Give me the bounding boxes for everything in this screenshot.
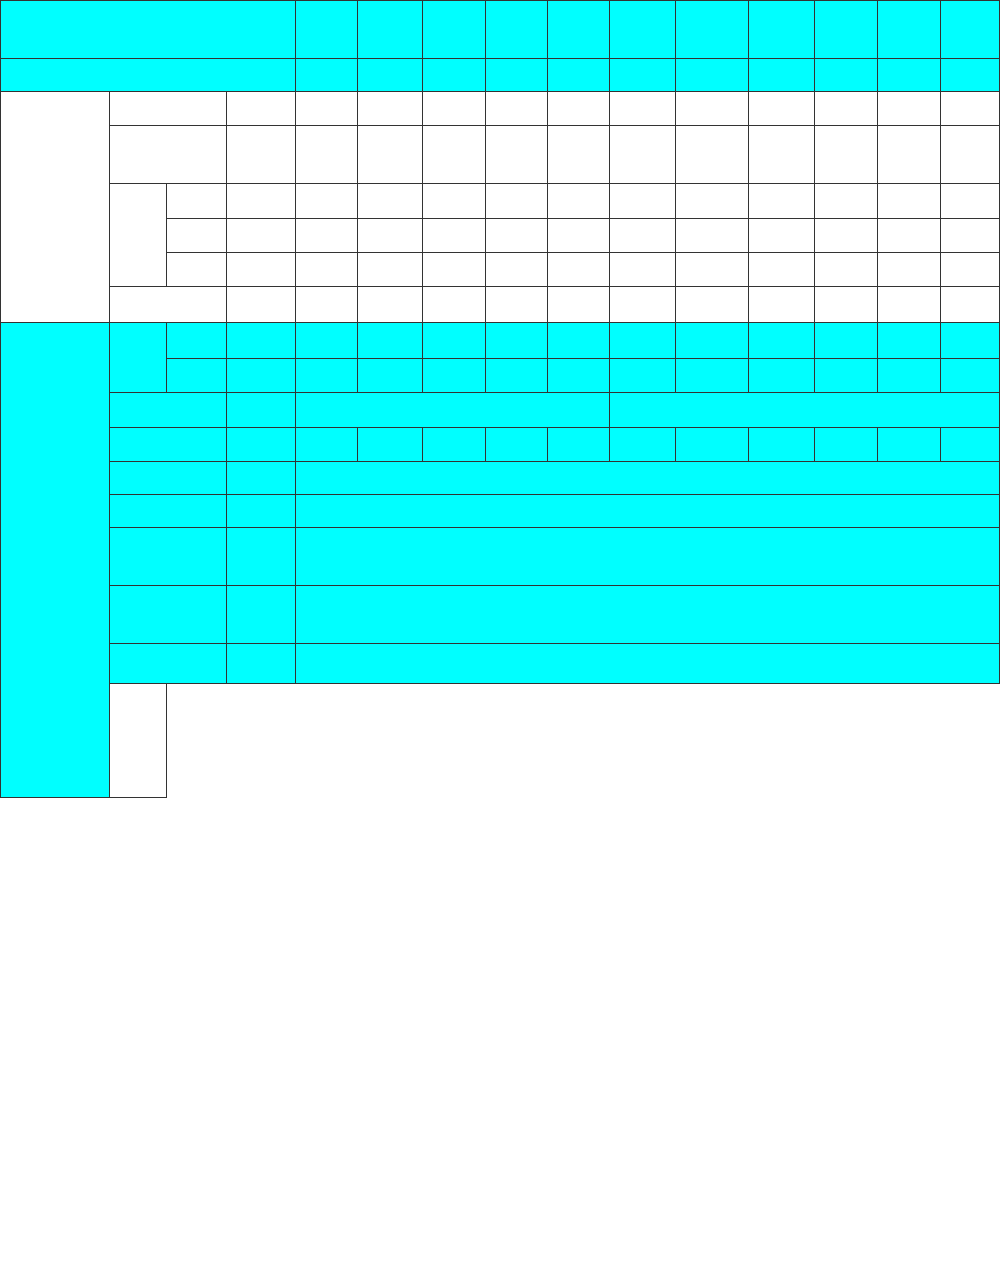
nominal-area-value	[749, 59, 815, 92]
vial-count	[878, 184, 941, 219]
shelf-size-l-value	[486, 323, 548, 359]
vial-count	[423, 184, 486, 219]
model-name	[423, 1, 486, 59]
bulk-capacity-value	[676, 287, 749, 323]
bulk-capacity-value	[486, 287, 548, 323]
vial-count	[676, 184, 749, 219]
temp-accuracy-label	[110, 528, 227, 586]
condenser-min-unit	[227, 586, 296, 644]
shelf-size-l-value	[941, 323, 1000, 359]
vacuum-label	[110, 644, 227, 684]
shelf-area-value	[815, 92, 878, 126]
shelf-size-l-value	[610, 323, 676, 359]
shelf-numbers-value	[941, 428, 1000, 462]
shelf-size-w-value	[548, 359, 610, 393]
model-name	[815, 1, 878, 59]
model-name	[358, 1, 423, 59]
vacuum-unit	[227, 644, 296, 684]
vial-count	[423, 253, 486, 287]
vial-count	[878, 253, 941, 287]
vial-count	[358, 253, 423, 287]
shelf-size-l-value	[296, 323, 358, 359]
condenser-capacity-value	[358, 126, 423, 184]
shelf-numbers-value	[358, 428, 423, 462]
vacuum-value	[296, 644, 1000, 684]
nominal-area-value	[486, 59, 548, 92]
shelf-numbers-value	[878, 428, 941, 462]
shelf-spacing-unit	[227, 393, 296, 428]
vial-count	[749, 219, 815, 253]
vial-count	[610, 219, 676, 253]
shelf-area-value	[358, 92, 423, 126]
nominal-area-value	[878, 59, 941, 92]
vial-count	[941, 253, 1000, 287]
min-temp-row	[1, 495, 1000, 528]
basic-configuration-group-label	[110, 684, 167, 798]
vial-count	[815, 184, 878, 219]
model-name	[676, 1, 749, 59]
shelf-size-w-value	[878, 359, 941, 393]
shelf-numbers-value	[296, 428, 358, 462]
shelf-area-value	[486, 92, 548, 126]
nominal-area-value	[676, 59, 749, 92]
max-temp-unit	[227, 462, 296, 495]
vial-count	[749, 253, 815, 287]
condenser-capacity-value	[749, 126, 815, 184]
shelf-area-value	[941, 92, 1000, 126]
shelf-size-w-value	[296, 359, 358, 393]
model-name	[749, 1, 815, 59]
shelf-area-value	[749, 92, 815, 126]
condenser-capacity-label	[110, 126, 227, 184]
shelf-area-row	[1, 92, 1000, 126]
bulk-capacity-value	[296, 287, 358, 323]
vial-unit	[227, 219, 296, 253]
min-temp-label	[110, 495, 227, 528]
vial-size	[167, 184, 227, 219]
shelf-area-value	[878, 92, 941, 126]
shelf-size-w-value	[676, 359, 749, 393]
capacity-group-label	[1, 92, 110, 323]
vial-count	[296, 253, 358, 287]
temp-accuracy-value	[296, 528, 1000, 586]
temp-accuracy-row	[1, 528, 1000, 586]
shelf-size-w-value	[749, 359, 815, 393]
shelf-size-l-value	[815, 323, 878, 359]
shelf-size-l-row	[1, 323, 1000, 359]
bulk-capacity-value	[548, 287, 610, 323]
vials-row	[1, 184, 1000, 219]
condenser-capacity-value	[815, 126, 878, 184]
vial-count	[941, 184, 1000, 219]
shelf-size-w-value	[486, 359, 548, 393]
nominal-area-value	[548, 59, 610, 92]
vial-count	[358, 184, 423, 219]
shelf-area-value	[610, 92, 676, 126]
vial-count	[548, 184, 610, 219]
bulk-capacity-label	[110, 287, 227, 323]
condenser-capacity-value	[878, 126, 941, 184]
vial-count	[815, 253, 878, 287]
model-row	[1, 1, 1000, 59]
bulk-capacity-value	[358, 287, 423, 323]
condenser-capacity-value	[676, 126, 749, 184]
vial-count	[610, 184, 676, 219]
model-label	[1, 1, 296, 59]
shelf-spacing-label	[110, 393, 227, 428]
nominal-area-value	[815, 59, 878, 92]
bulk-capacity-value	[878, 287, 941, 323]
shelf-numbers-value	[676, 428, 749, 462]
shelf-size-w-value	[815, 359, 878, 393]
bulk-capacity-row	[1, 287, 1000, 323]
vial-size	[167, 219, 227, 253]
condenser-capacity-unit	[227, 126, 296, 184]
vial-count	[878, 219, 941, 253]
condenser-min-value	[296, 586, 1000, 644]
shelf-size-l-label	[167, 323, 227, 359]
model-name	[486, 1, 548, 59]
shelf-numbers-value	[610, 428, 676, 462]
shelf-size-l-value	[878, 323, 941, 359]
vial-count	[676, 253, 749, 287]
shelf-area-value	[548, 92, 610, 126]
basic-parameter-group-label	[1, 323, 110, 798]
shelf-size-w-value	[358, 359, 423, 393]
condenser-capacity-value	[423, 126, 486, 184]
vial-count	[676, 219, 749, 253]
max-temp-row	[1, 462, 1000, 495]
bulk-capacity-value	[815, 287, 878, 323]
bulk-capacity-value	[423, 287, 486, 323]
condenser-min-row	[1, 586, 1000, 644]
shelf-size-w-value	[610, 359, 676, 393]
max-temp-label	[110, 462, 227, 495]
condenser-capacity-value	[548, 126, 610, 184]
vial-count	[486, 219, 548, 253]
shelf-spacing-range	[610, 393, 1000, 428]
shelf-spacing-row	[1, 393, 1000, 428]
bulk-capacity-value	[941, 287, 1000, 323]
shelf-numbers-value	[486, 428, 548, 462]
nominal-area-value	[296, 59, 358, 92]
vacuum-row	[1, 644, 1000, 684]
model-name	[878, 1, 941, 59]
nominal-area-value	[610, 59, 676, 92]
shelf-size-l-value	[676, 323, 749, 359]
shelf-area-value	[423, 92, 486, 126]
shelf-size-w-unit	[227, 359, 296, 393]
nominal-area-value	[941, 59, 1000, 92]
shelf-area-label	[110, 92, 227, 126]
vial-count	[941, 219, 1000, 253]
vial-size	[167, 253, 227, 287]
shelf-size-w-value	[423, 359, 486, 393]
condenser-capacity-value	[486, 126, 548, 184]
shelf-area-unit	[227, 92, 296, 126]
condenser-capacity-row	[1, 126, 1000, 184]
model-name	[296, 1, 358, 59]
shelf-area-value	[296, 92, 358, 126]
shelf-size-l-value	[749, 323, 815, 359]
vial-count	[296, 184, 358, 219]
bulk-capacity-unit	[227, 287, 296, 323]
nominal-area-label	[1, 59, 296, 92]
model-name	[610, 1, 676, 59]
vial-count	[358, 219, 423, 253]
min-temp-value	[296, 495, 1000, 528]
shelf-size-l-value	[548, 323, 610, 359]
cooling-water-row	[1, 684, 1000, 798]
model-name	[941, 1, 1000, 59]
shelf-numbers-value	[548, 428, 610, 462]
temp-accuracy-unit	[227, 528, 296, 586]
model-name	[548, 1, 610, 59]
nominal-area-value	[358, 59, 423, 92]
shelf-size-w-value	[941, 359, 1000, 393]
condenser-capacity-value	[610, 126, 676, 184]
vial-count	[815, 219, 878, 253]
vial-unit	[227, 253, 296, 287]
vial-count	[548, 219, 610, 253]
max-temp-value	[296, 462, 1000, 495]
shelf-numbers-unit	[227, 428, 296, 462]
condenser-capacity-value	[941, 126, 1000, 184]
shelf-size-label	[110, 323, 167, 393]
shelf-numbers-value	[749, 428, 815, 462]
shelf-area-value	[676, 92, 749, 126]
shelf-numbers-value	[423, 428, 486, 462]
shelf-size-w-label	[167, 359, 227, 393]
condenser-min-label	[110, 586, 227, 644]
shelf-size-l-value	[358, 323, 423, 359]
shelf-size-l-unit	[227, 323, 296, 359]
vial-count	[423, 219, 486, 253]
shelf-numbers-value	[815, 428, 878, 462]
vials-label	[110, 184, 167, 287]
shelf-size-l-value	[423, 323, 486, 359]
nominal-area-value	[423, 59, 486, 92]
vial-count	[610, 253, 676, 287]
vial-count	[296, 219, 358, 253]
vial-count	[486, 253, 548, 287]
vial-count	[548, 253, 610, 287]
shelf-spacing-range	[296, 393, 610, 428]
vial-count	[749, 184, 815, 219]
min-temp-unit	[227, 495, 296, 528]
bulk-capacity-value	[749, 287, 815, 323]
vial-unit	[227, 184, 296, 219]
condenser-capacity-value	[296, 126, 358, 184]
shelf-numbers-row	[1, 428, 1000, 462]
vial-count	[486, 184, 548, 219]
shelf-numbers-label	[110, 428, 227, 462]
nominal-area-row	[1, 59, 1000, 92]
bulk-capacity-value	[610, 287, 676, 323]
